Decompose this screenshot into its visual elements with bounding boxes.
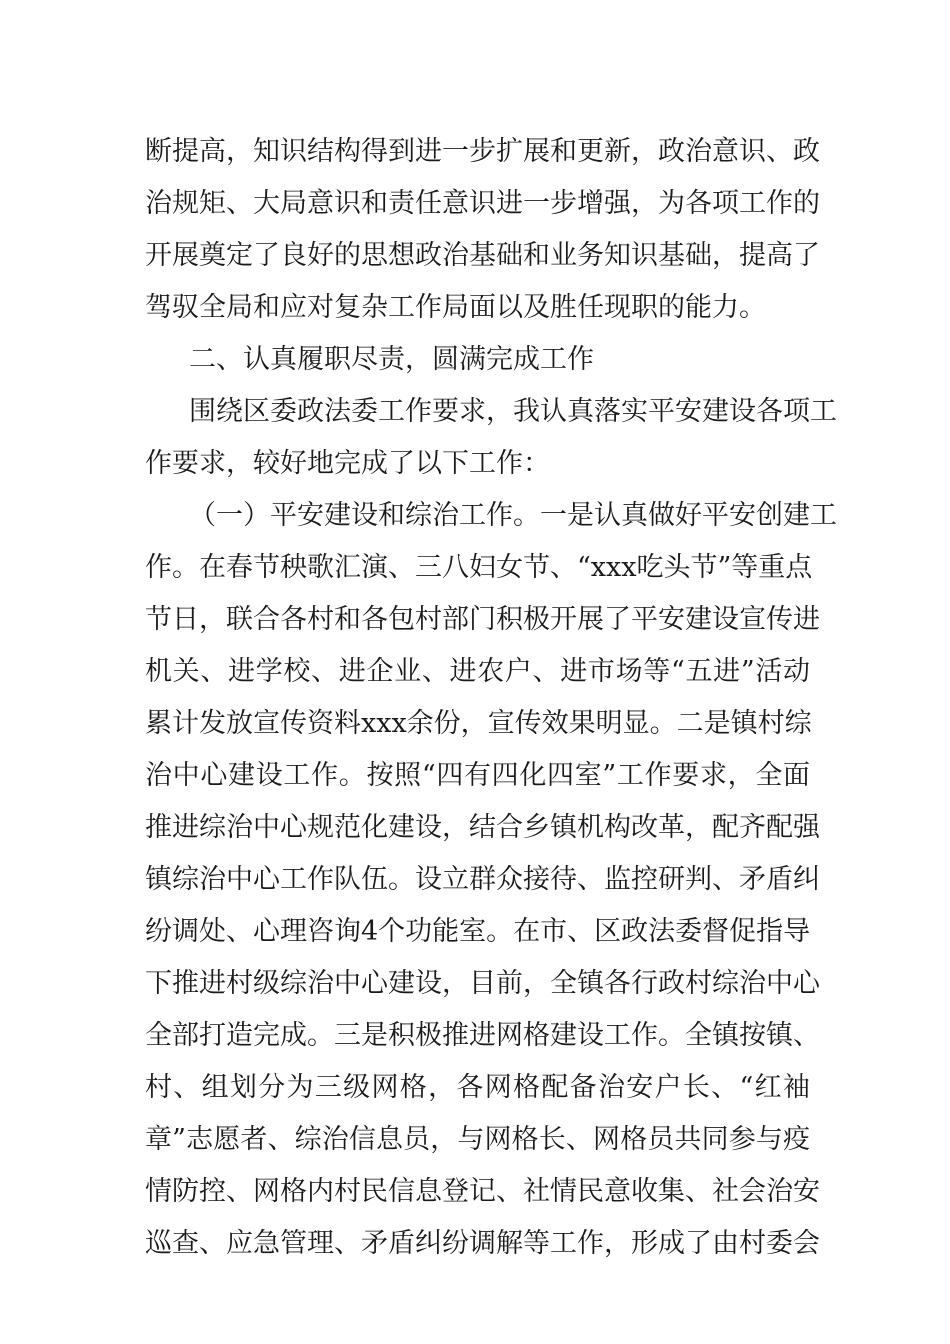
text-line: 断提高，知识结构得到进一步扩展和更新，政治意识、政: [145, 136, 820, 167]
text-line: 巡查、应急管理、矛盾纠纷调解等工作，形成了由村委会: [145, 1228, 820, 1259]
text-line: 开展奠定了良好的思想政治基础和业务知识基础，提高了: [145, 240, 820, 271]
text-line: 作。在春节秧歌汇演、三八妇女节、“xxx吃头节”等重点: [145, 552, 813, 583]
text-line: 纷调处、心理咨询4个功能室。在市、区政法委督促指导: [145, 916, 811, 947]
text-line: 下推进村级综治中心建设，目前，全镇各行政村综治中心: [145, 968, 820, 999]
section-heading: 二、认真履职尽责，圆满完成工作: [189, 344, 594, 375]
text-line: 章”志愿者、综治信息员，与网格长、网格员共同参与疫: [145, 1124, 810, 1155]
text-line: 治规矩、大局意识和责任意识进一步增强，为各项工作的: [145, 188, 820, 219]
text-line: 镇综治中心工作队伍。设立群众接待、监控研判、矛盾纠: [145, 864, 820, 895]
text-line: （一）平安建设和综治工作。一是认真做好平安创建工: [189, 500, 837, 531]
text-line: 推进综治中心规范化建设，结合乡镇机构改革，配齐配强: [145, 812, 820, 843]
text-line: 治中心建设工作。按照“四有四化四室”工作要求，全面: [145, 760, 810, 791]
text-line: 情防控、网格内村民信息登记、社情民意收集、社会治安: [145, 1176, 820, 1207]
text-line: 围绕区委政法委工作要求，我认真落实平安建设各项工: [189, 396, 837, 427]
text-line: 机关、进学校、进企业、进农户、进市场等“五进”活动: [145, 656, 810, 687]
text-line: 节日，联合各村和各包村部门积极开展了平安建设宣传进: [145, 604, 820, 635]
text-line: 累计发放宣传资料xxx余份，宣传效果明显。二是镇村综: [145, 708, 812, 739]
text-line: 驾驭全局和应对复杂工作局面以及胜任现职的能力。: [145, 292, 766, 323]
document-body: [145, 126, 837, 1270]
text-line: 全部打造完成。三是积极推进网格建设工作。全镇按镇、: [145, 1020, 820, 1051]
text-line: 村、组划分为三级网格，各网格配备治安户长、“红袖: [145, 1072, 810, 1103]
text-line: 作要求，较好地完成了以下工作：: [145, 448, 550, 479]
